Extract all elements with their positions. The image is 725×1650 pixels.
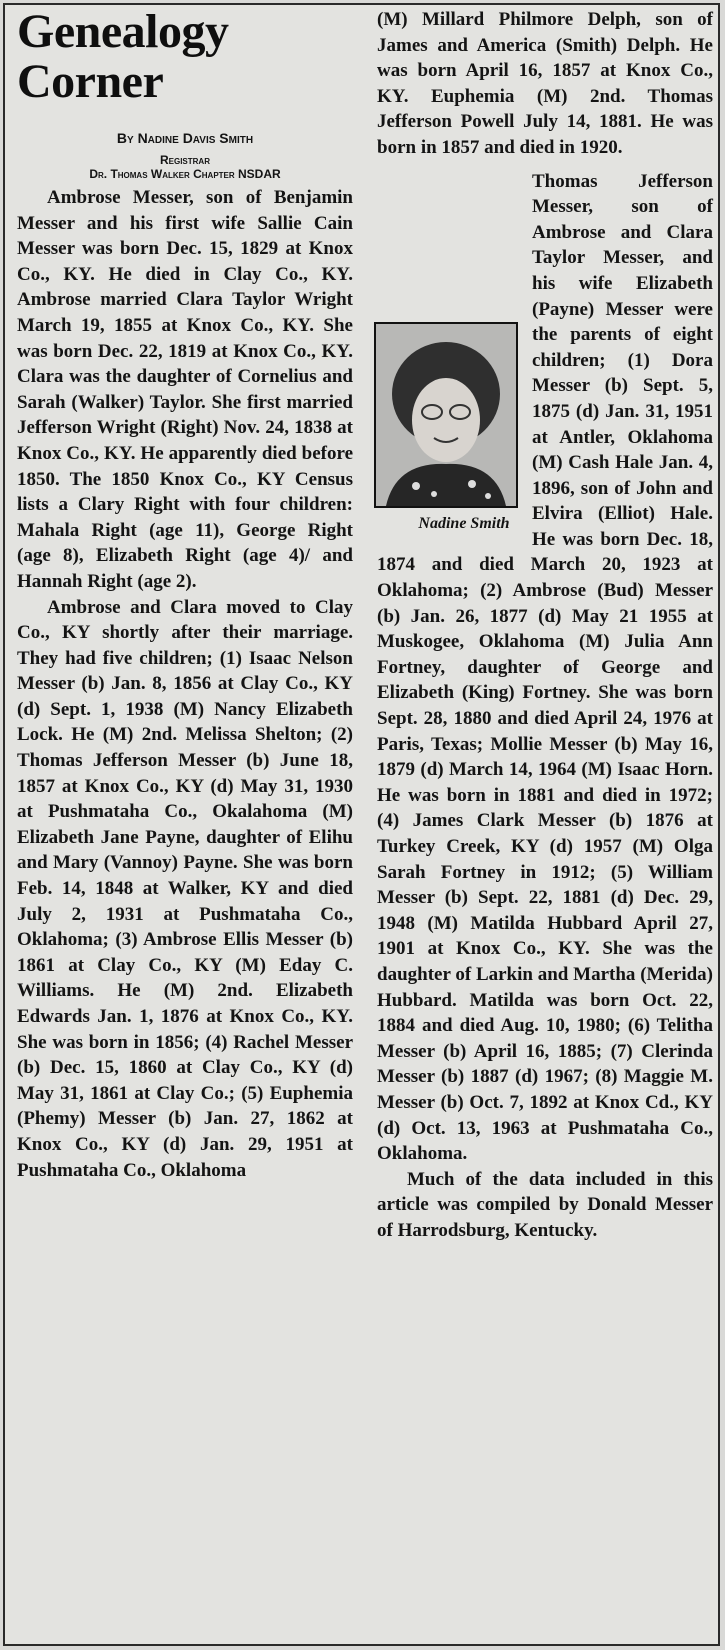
author-role: Registrar: [159, 153, 210, 167]
author-byline: By Nadine Davis Smith: [116, 130, 254, 146]
paragraph-1: Ambrose Messer, son of Benjamin Messer and his first wife Sallie Cain Messer was born Dec. 15, 1829 at Knox Co., KY. He died in Clay Co., KY. Ambrose married Clara Taylor Wright March 19, 1855 at Knox Co., KY. She was born Dec. 22, 1819 at Knox Co., KY. Clara was the daughter of Cornelius and Sarah (Walker) Taylor. She first married Jefferson Wright (Right) Nov. 24, 1838 at Knox Co., KY. He apparently died before 1850. The 1850 Knox Co., KY Census lists a Clary Right with four children: Mahala Right (age 11), George Right (age 8), Elizabeth Right (age 4)/ and Hannah Right (age 2).: [17, 187, 353, 592]
title-line-1: Genealogy: [17, 5, 229, 58]
paragraph-2-continued: (M) Millard Philmore Delph, son of James and America (Smith) Delph. He was born April 16, 1857 at Knox Co., KY. Euphemia (M) 2nd. Thomas Jefferson Powell July 14, 1881. He was born in 1857 and died in 1920.: [377, 9, 713, 158]
portrait-icon: [376, 324, 516, 506]
column-title: [17, 7, 353, 107]
author-portrait-photo: [374, 322, 518, 508]
author-chapter: Dr. Thomas Walker Chapter NSDAR: [89, 167, 281, 181]
paragraph-3-container: [377, 169, 713, 1167]
paragraph-3: Thomas Jefferson Messer, son of Ambrose and Clara Taylor Messer, and his wife Elizabeth (Payne) Messer were the parents of eight children; (1) Dora Messer (b) Sept. 5, 1875 (d) Jan. 31, 1951 at Antler, Oklahoma (M) Cash Hale Jan. 4, 1896, son of John and Elvira (Elliot) Hale. He was born Dec. 18, 1874 and died March 20, 1923 at Oklahoma; (2) Ambrose (Bud) Messer (b) Jan. 26, 1877 (d) May 21 1955 at Muskogee, Oklahoma (M) Julia Ann Fortney, daughter of George and Elizabeth (King) Fortney. She was born Sept. 28, 1880 and died April 24, 1976 at Paris, Texas; Mollie Messer (b) May 16, 1879 (d) March 14, 1964 (M) Isaac Horn. He was born in 1881 and died in 1972; (4) James Clark Messer (b) 1876 at Turkey Creek, KY (d) 1957 (M) Olga Sarah Fortney in 1912; (5) William Messer (b) Sept. 22, 1881 (d) Dec. 29, 1948 (M) Matilda Hubbard April 27, 1901 at Knox Co., KY. She was the daughter of Larkin and Martha (Merida) Hubbard. Matilda was born Oct. 22, 1884 and died Aug. 10, 1980; (6) Telitha Messer (b) April 16, 1885; (7) Clerinda Messer (b) 1887 (d) 1967; (8) Maggie M. Messer (b) Oct. 7, 1892 at Knox Cd., KY (d) Oct. 13, 1963 at Pushmataha Co., Oklahoma.: [377, 170, 713, 1165]
paragraph-4: Much of the data included in this article was compiled by Donald Messer of Harrodsburg, Kentucky.: [377, 1168, 713, 1241]
byline-block: [17, 129, 353, 181]
left-column: [17, 7, 353, 1183]
paragraph-2: Ambrose and Clara moved to Clay Co., KY shortly after their marriage. They had five children; (1) Isaac Nelson Messer (b) Jan. 8, 1856 at Clay Co., KY (d) Sept. 1, 1938 (M) Nancy Elizabeth Lock. He (M) 2nd. Melissa Shelton; (2) Thomas Jefferson Messer (b) June 18, 1857 at Knox Co., KY (d) May 31, 1930 at Pushmataha Co., Okalahoma (M) Elizabeth Jane Payne, daughter of Elihu and Mary (Vannoy) Payne. She was born Feb. 14, 1848 at Walker, KY and died July 2, 1931 at Pushmataha Co., Oklahoma; (3) Ambrose Ellis Messer (b) 1861 at Clay Co., KY (M) Eday C. Williams. He (M) 2nd. Elizabeth Edwards Jan. 1, 1876 at Knox Co., KY. She was born in 1856; (4) Rachel Messer (b) Dec. 15, 1860 at Clay Co., KY (d) May 31, 1861 at Clay Co.; (5) Euphemia (Phemy) Messer (b) Jan. 27, 1862 at Knox Co., KY (d) Jan. 29, 1951 at Pushmataha Co., Oklahoma: [17, 596, 353, 1181]
author-photo-figure: [374, 322, 524, 535]
newspaper-clipping: [3, 3, 720, 1646]
right-column: [377, 7, 713, 1244]
photo-caption: Nadine Smith: [418, 514, 510, 532]
title-line-2: Corner: [17, 55, 164, 108]
